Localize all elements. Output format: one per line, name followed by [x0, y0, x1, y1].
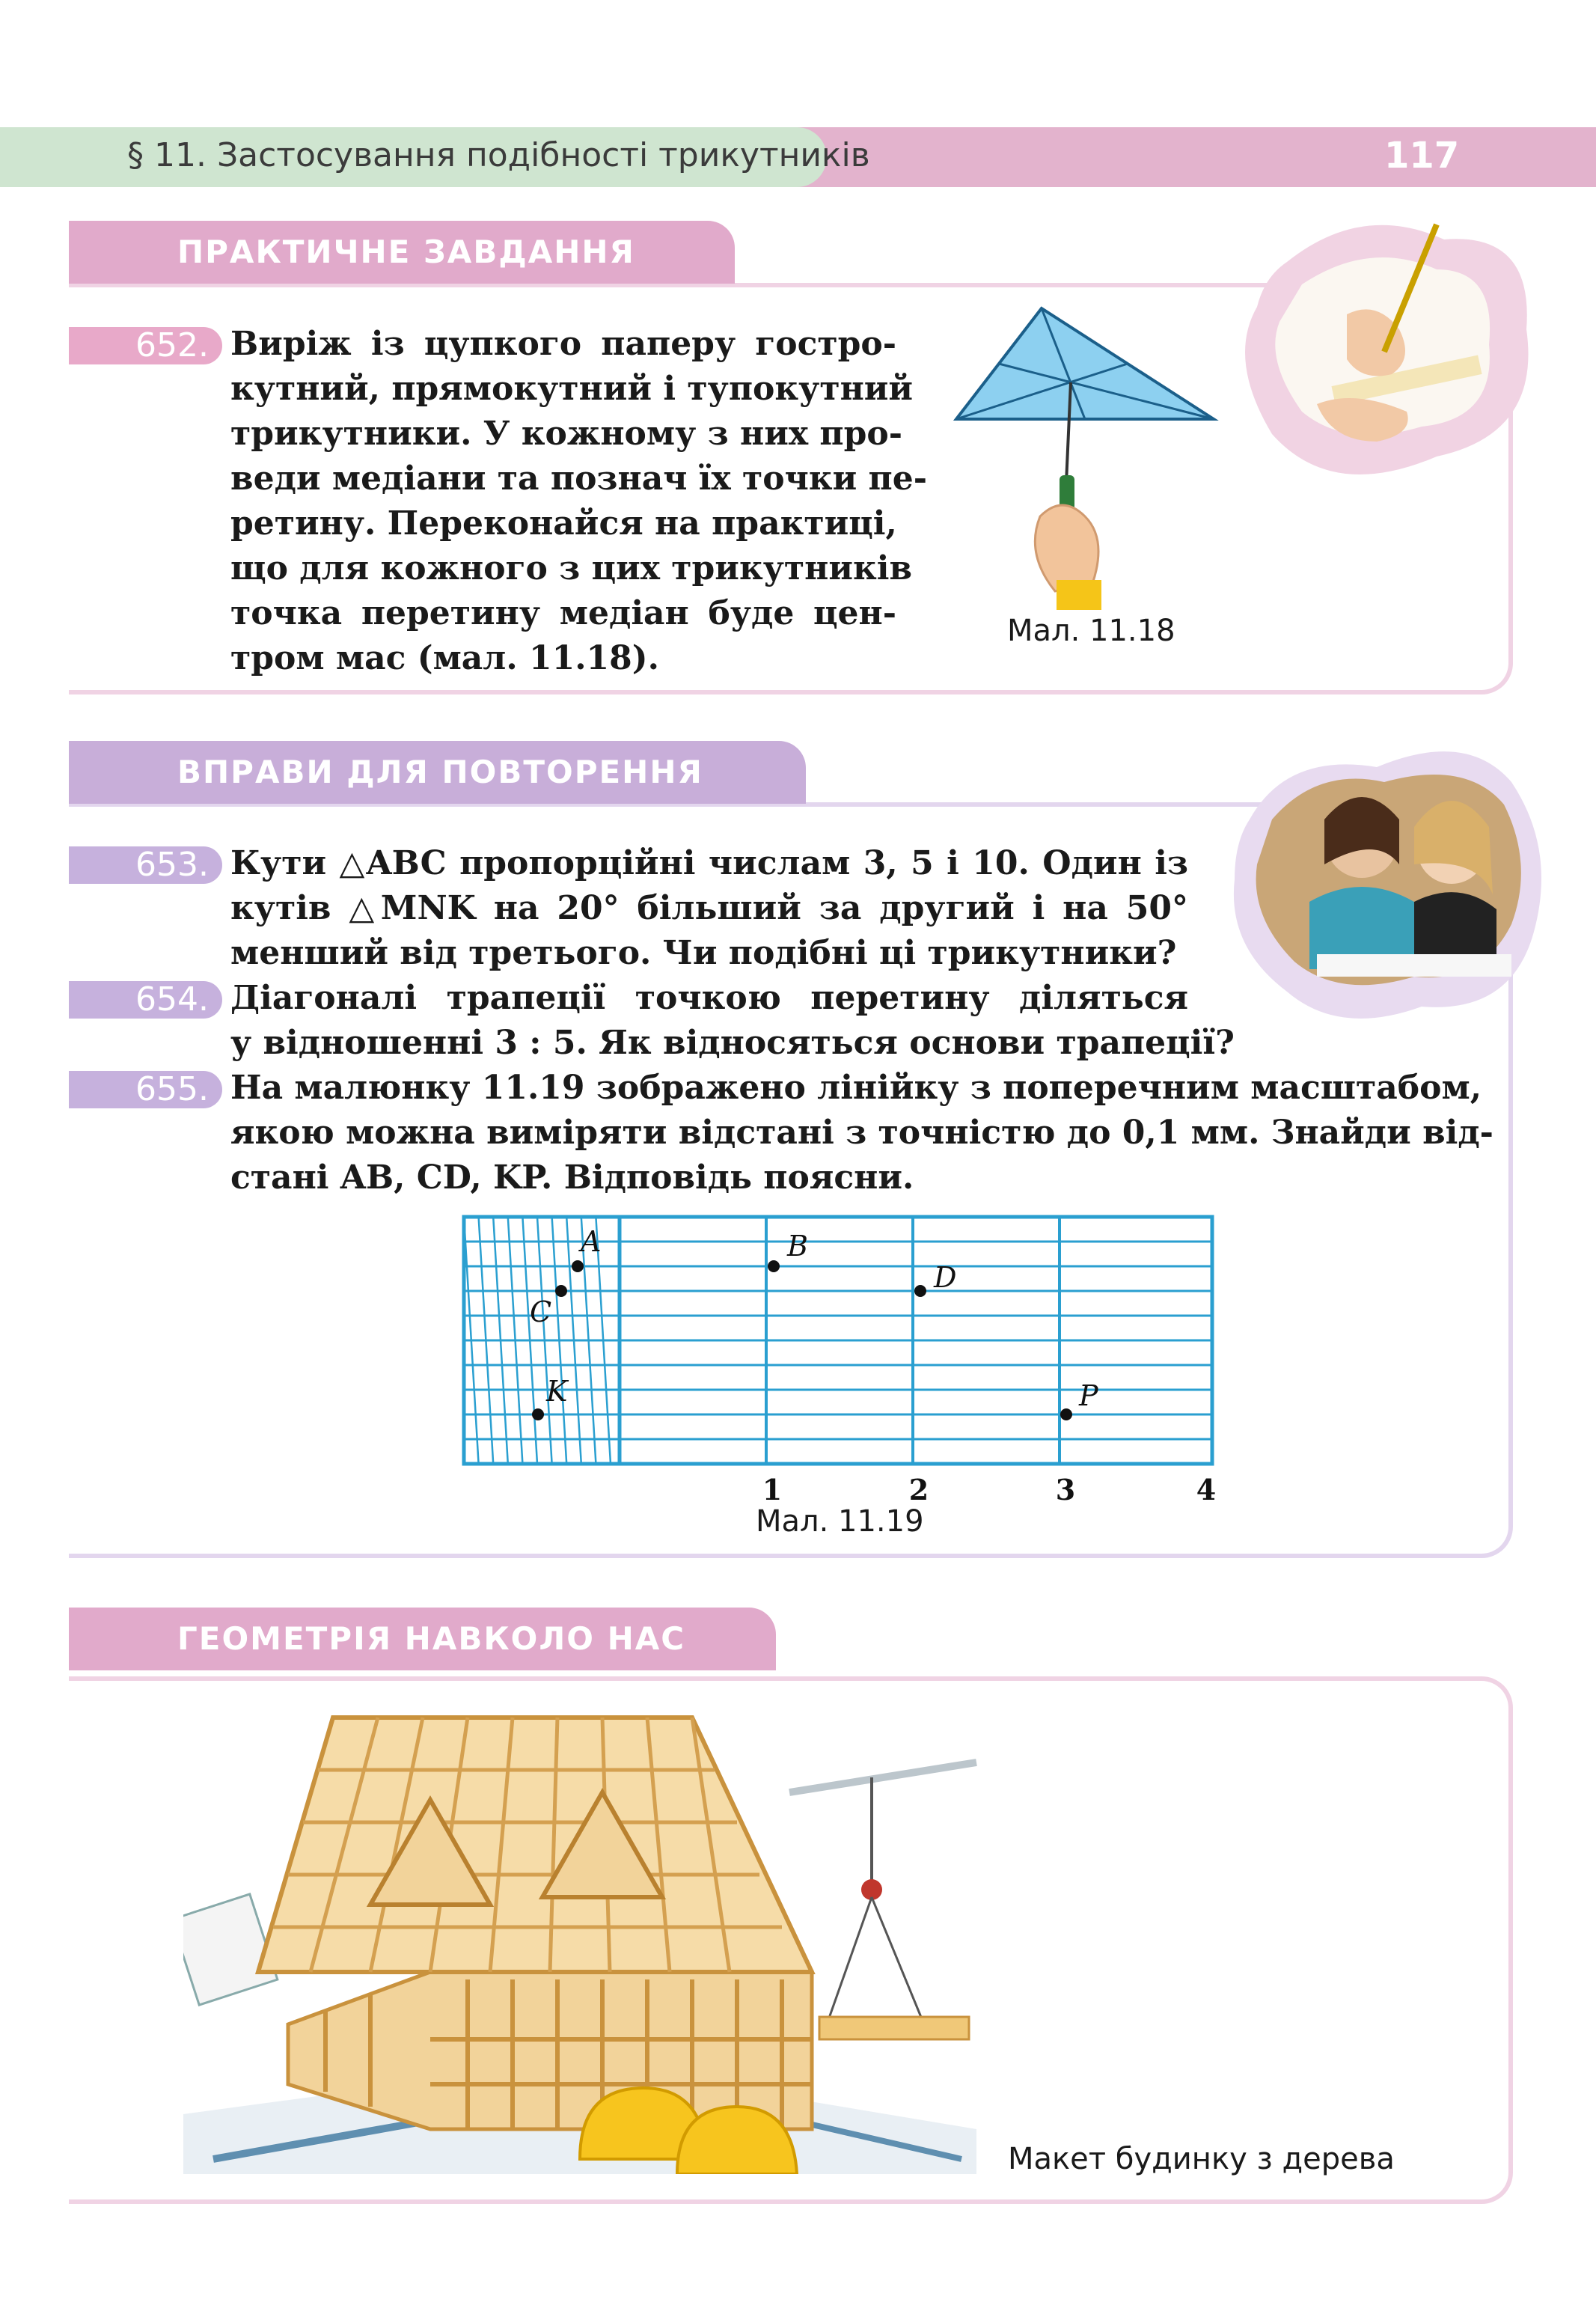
point-k	[532, 1408, 544, 1420]
figure-caption-11-18: Мал. 11.18	[1007, 614, 1175, 648]
label-k: K	[546, 1375, 568, 1408]
text-line: ретину. Переконайся на практиці,	[230, 504, 897, 543]
students-photo	[1227, 737, 1556, 1037]
text-line: менший від третього. Чи подібні ці трикутники?	[230, 934, 1177, 972]
triangle-medians-figure	[950, 299, 1235, 614]
text-line: Виріж із цупкого паперу гостро-	[230, 325, 896, 363]
exercise-number-652: 652.	[69, 327, 222, 364]
exercise-number-655: 655.	[69, 1071, 222, 1108]
chapter-title: § 11. Застосування подібності трикутників	[127, 136, 870, 174]
label-p: P	[1079, 1379, 1098, 1412]
exercise-654-text	[230, 976, 1235, 1066]
exercise-652-text	[230, 322, 928, 681]
label-a: A	[581, 1225, 602, 1258]
tick-label-1: 1	[762, 1473, 783, 1506]
house-model-caption: Макет будинку з дерева	[1008, 2142, 1395, 2176]
point-c	[555, 1285, 567, 1297]
geometry-section-tab: ГЕОМЕТРІЯ НАВКОЛО НАС	[69, 1608, 776, 1670]
exercise-number-653: 653.	[69, 846, 222, 884]
text-line: стані AB, CD, KP. Відповідь поясни.	[230, 1158, 914, 1197]
label-c: C	[530, 1295, 552, 1328]
label-b: B	[787, 1230, 808, 1263]
exercise-655-text	[230, 1066, 1493, 1200]
text-line: точка перетину медіан буде цен-	[230, 594, 896, 632]
text-line: Кути △ABC пропорційні числам 3, 5 і 10. Один із	[230, 844, 1188, 882]
point-d	[914, 1285, 926, 1297]
text-line: кутний, прямокутний і тупокутний	[230, 370, 914, 408]
page-number: 117	[1384, 135, 1460, 177]
exercise-653-text	[230, 841, 1188, 976]
text-line: якою можна виміряти відстані з точністю до 0,1 мм. Знайди від-	[230, 1114, 1493, 1152]
tick-label-4: 4	[1196, 1473, 1217, 1506]
practical-section-tab: ПРАКТИЧНЕ ЗАВДАННЯ	[69, 221, 735, 284]
point-p	[1060, 1408, 1072, 1420]
text-line: що для кожного з цих трикутників	[230, 549, 913, 587]
text-line: у відношенні 3 : 5. Як відносяться основи трапеції?	[230, 1024, 1235, 1062]
point-b	[768, 1260, 780, 1272]
text-line: веди медіани та познач їх точки пе-	[230, 460, 928, 498]
text-line: кутів △MNK на 20° більший за другий і на 50°	[230, 889, 1188, 927]
transverse-scale-ruler	[449, 1205, 1235, 1519]
figure-caption-11-19: Мал. 11.19	[756, 1504, 924, 1539]
exercise-number-654: 654.	[69, 981, 222, 1019]
review-section-tab: ВПРАВИ ДЛЯ ПОВТОРЕННЯ	[69, 741, 806, 804]
point-a	[572, 1260, 584, 1272]
wooden-house-model-photo	[183, 1710, 980, 2174]
text-line: Діагоналі трапеції точкою перетину діляться	[230, 979, 1188, 1017]
text-line: На малюнку 11.19 зображено лінійку з поперечним масштабом,	[230, 1069, 1482, 1107]
text-line: тром мас (мал. 11.18).	[230, 639, 659, 677]
text-line: трикутники. У кожному з них про-	[230, 415, 902, 453]
tick-label-2: 2	[908, 1473, 929, 1506]
tick-label-3: 3	[1055, 1473, 1076, 1506]
label-d: D	[934, 1261, 957, 1294]
drawing-photo	[1242, 210, 1541, 501]
